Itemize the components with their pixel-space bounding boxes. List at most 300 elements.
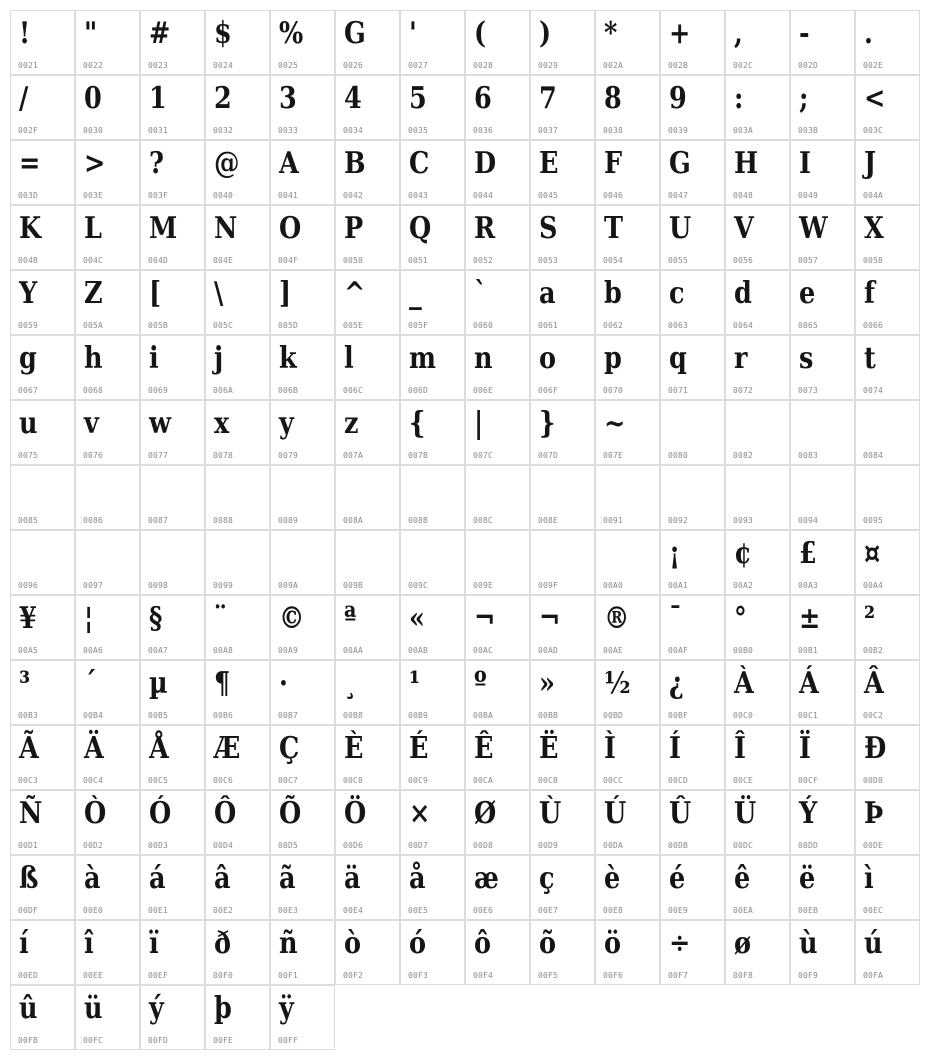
glyph-character: Ð xyxy=(864,731,887,766)
glyph-codepoint: 0025 xyxy=(278,61,299,70)
glyph-character: á xyxy=(149,861,166,896)
glyph-codepoint: 0099 xyxy=(213,581,234,590)
glyph-codepoint: 0079 xyxy=(278,451,299,460)
glyph-codepoint: 0029 xyxy=(538,61,559,70)
glyph-character: @ xyxy=(214,146,240,181)
glyph-character: § xyxy=(149,601,163,636)
glyph-cell xyxy=(660,335,725,400)
glyph-cell xyxy=(790,595,855,660)
glyph-character: * xyxy=(604,16,618,51)
glyph-codepoint: 00ED xyxy=(18,971,39,980)
glyph-cell xyxy=(140,10,205,75)
glyph-character: 6 xyxy=(474,81,492,116)
glyph-codepoint: 0041 xyxy=(278,191,299,200)
glyph-character: ! xyxy=(19,16,31,51)
glyph-codepoint: 00DC xyxy=(733,841,754,850)
glyph-codepoint: 0053 xyxy=(538,256,559,265)
glyph-character: | xyxy=(474,406,484,441)
glyph-cell xyxy=(790,205,855,270)
glyph-codepoint: 00C6 xyxy=(213,776,234,785)
glyph-character: d xyxy=(734,276,752,311)
glyph-codepoint: 0058 xyxy=(863,256,884,265)
glyph-codepoint: 0026 xyxy=(343,61,364,70)
glyph-cell xyxy=(530,725,595,790)
glyph-character: â xyxy=(214,861,231,896)
glyph-codepoint: 008A xyxy=(343,516,364,525)
glyph-cell xyxy=(725,10,790,75)
glyph-character: 3 xyxy=(279,81,297,116)
glyph-character: Ó xyxy=(149,796,172,831)
glyph-codepoint: 0034 xyxy=(343,126,364,135)
glyph-cell xyxy=(465,400,530,465)
glyph-character: ¨ xyxy=(214,601,227,636)
glyph-character: ò xyxy=(344,926,362,961)
glyph-character: D xyxy=(474,146,497,181)
glyph-codepoint: 004E xyxy=(213,256,234,265)
glyph-codepoint: 00EF xyxy=(148,971,169,980)
glyph-cell xyxy=(205,205,270,270)
glyph-cell xyxy=(725,855,790,920)
glyph-character: M xyxy=(149,211,178,246)
glyph-cell xyxy=(75,465,140,530)
glyph-character: ì xyxy=(864,861,874,896)
glyph-codepoint: 0047 xyxy=(668,191,689,200)
glyph-codepoint: 0032 xyxy=(213,126,234,135)
glyph-character: Ã xyxy=(19,731,39,766)
glyph-codepoint: 007C xyxy=(473,451,494,460)
glyph-cell xyxy=(335,790,400,855)
glyph-cell xyxy=(790,790,855,855)
glyph-codepoint: 0045 xyxy=(538,191,559,200)
glyph-codepoint: 00D5 xyxy=(278,841,299,850)
glyph-cell xyxy=(725,270,790,335)
glyph-cell xyxy=(465,75,530,140)
glyph-cell xyxy=(75,205,140,270)
glyph-character: k xyxy=(279,341,297,376)
glyph-codepoint: 0061 xyxy=(538,321,559,330)
glyph-character: G xyxy=(344,16,366,51)
glyph-character: n xyxy=(474,341,493,376)
glyph-character: 2 xyxy=(214,81,232,116)
glyph-codepoint: 0074 xyxy=(863,386,884,395)
glyph-codepoint: 0048 xyxy=(733,191,754,200)
glyph-codepoint: 0031 xyxy=(148,126,169,135)
glyph-codepoint: 00A3 xyxy=(798,581,819,590)
glyph-character: × xyxy=(409,796,431,831)
glyph-character: ) xyxy=(539,16,552,51)
glyph-cell xyxy=(855,530,920,595)
glyph-character: p xyxy=(604,341,622,376)
glyph-cell xyxy=(205,270,270,335)
glyph-cell xyxy=(595,920,660,985)
glyph-cell xyxy=(790,660,855,725)
glyph-codepoint: 0062 xyxy=(603,321,624,330)
glyph-cell xyxy=(790,75,855,140)
glyph-codepoint: 00AD xyxy=(538,646,559,655)
glyph-cell xyxy=(855,660,920,725)
glyph-character: : xyxy=(734,81,744,116)
glyph-cell xyxy=(530,335,595,400)
glyph-codepoint: 00A7 xyxy=(148,646,169,655)
glyph-codepoint: 009F xyxy=(538,581,559,590)
glyph-character: F xyxy=(604,146,623,181)
glyph-codepoint: 00E1 xyxy=(148,906,169,915)
glyph-character: 8 xyxy=(604,81,622,116)
glyph-codepoint: 00E2 xyxy=(213,906,234,915)
glyph-cell xyxy=(465,205,530,270)
glyph-cell xyxy=(75,790,140,855)
glyph-cell xyxy=(855,790,920,855)
glyph-codepoint: 00C3 xyxy=(18,776,39,785)
glyph-codepoint: 0035 xyxy=(408,126,429,135)
glyph-codepoint: 00A4 xyxy=(863,581,884,590)
glyph-cell xyxy=(595,465,660,530)
glyph-codepoint: 00E5 xyxy=(408,906,429,915)
glyph-cell xyxy=(270,400,335,465)
glyph-cell xyxy=(10,660,75,725)
glyph-cell xyxy=(10,270,75,335)
glyph-cell xyxy=(270,985,335,1050)
glyph-cell xyxy=(335,205,400,270)
glyph-cell xyxy=(10,75,75,140)
glyph-character: « xyxy=(409,601,425,636)
glyph-character: h xyxy=(84,341,103,376)
glyph-cell xyxy=(790,335,855,400)
glyph-character: Ì xyxy=(604,731,616,766)
glyph-codepoint: 005F xyxy=(408,321,429,330)
glyph-cell xyxy=(140,530,205,595)
glyph-character: ð xyxy=(214,926,232,961)
glyph-cell xyxy=(400,335,465,400)
glyph-character: x xyxy=(214,406,230,441)
glyph-character: ¸ xyxy=(344,666,357,701)
glyph-character: å xyxy=(409,861,426,896)
glyph-codepoint: 009C xyxy=(408,581,429,590)
glyph-cell xyxy=(10,855,75,920)
glyph-character: £ xyxy=(799,536,817,571)
glyph-codepoint: 00AA xyxy=(343,646,364,655)
glyph-codepoint: 002E xyxy=(863,61,884,70)
glyph-character: ¿ xyxy=(669,666,684,701)
glyph-cell xyxy=(400,465,465,530)
glyph-codepoint: 00C1 xyxy=(798,711,819,720)
glyph-character: ö xyxy=(604,926,622,961)
glyph-cell xyxy=(400,140,465,205)
glyph-cell xyxy=(205,725,270,790)
glyph-codepoint: 00DD xyxy=(798,841,819,850)
glyph-character: q xyxy=(669,341,687,376)
glyph-character: > xyxy=(84,146,106,181)
glyph-codepoint: 003C xyxy=(863,126,884,135)
glyph-cell xyxy=(660,855,725,920)
glyph-cell xyxy=(855,595,920,660)
glyph-codepoint: 00E9 xyxy=(668,906,689,915)
glyph-codepoint: 009E xyxy=(473,581,494,590)
glyph-cell xyxy=(140,855,205,920)
glyph-character: µ xyxy=(149,666,168,701)
glyph-codepoint: 0063 xyxy=(668,321,689,330)
glyph-codepoint: 00EC xyxy=(863,906,884,915)
glyph-character: Ë xyxy=(539,731,559,766)
glyph-cell xyxy=(660,595,725,660)
glyph-codepoint: 00B4 xyxy=(83,711,104,720)
glyph-codepoint: 00AB xyxy=(408,646,429,655)
glyph-cell xyxy=(205,595,270,660)
glyph-cell xyxy=(530,530,595,595)
glyph-character: 1 xyxy=(149,81,167,116)
glyph-cell xyxy=(10,595,75,660)
glyph-character: È xyxy=(344,731,364,766)
glyph-character: ¶ xyxy=(214,666,231,701)
glyph-cell xyxy=(660,660,725,725)
glyph-cell xyxy=(725,335,790,400)
glyph-character: g xyxy=(19,341,37,376)
glyph-cell xyxy=(530,660,595,725)
glyph-character: O xyxy=(279,211,302,246)
glyph-character: f xyxy=(864,276,875,311)
glyph-codepoint: 0087 xyxy=(148,516,169,525)
glyph-cell xyxy=(465,270,530,335)
glyph-character: Q xyxy=(409,211,432,246)
glyph-codepoint: 00F8 xyxy=(733,971,754,980)
glyph-cell xyxy=(205,920,270,985)
glyph-character: ± xyxy=(799,601,821,636)
glyph-character: ß xyxy=(19,861,39,896)
glyph-cell xyxy=(855,920,920,985)
glyph-cell xyxy=(595,660,660,725)
glyph-codepoint: 00C7 xyxy=(278,776,299,785)
glyph-character: Z xyxy=(84,276,103,311)
glyph-codepoint: 00A2 xyxy=(733,581,754,590)
glyph-codepoint: 00E0 xyxy=(83,906,104,915)
glyph-cell xyxy=(530,10,595,75)
glyph-character: \ xyxy=(214,276,224,311)
glyph-cell xyxy=(205,855,270,920)
glyph-codepoint: 0092 xyxy=(668,516,689,525)
glyph-cell xyxy=(790,920,855,985)
glyph-character: Ú xyxy=(604,796,627,831)
glyph-codepoint: 003E xyxy=(83,191,104,200)
glyph-cell xyxy=(10,530,75,595)
glyph-cell xyxy=(400,855,465,920)
glyph-cell xyxy=(270,465,335,530)
glyph-cell xyxy=(270,725,335,790)
glyph-cell xyxy=(270,530,335,595)
glyph-cell xyxy=(400,10,465,75)
glyph-cell xyxy=(855,855,920,920)
glyph-character: Õ xyxy=(279,796,302,831)
glyph-cell xyxy=(335,595,400,660)
glyph-character: + xyxy=(669,16,691,51)
glyph-character: v xyxy=(84,406,99,441)
glyph-character: Ý xyxy=(799,796,818,831)
glyph-cell xyxy=(465,660,530,725)
glyph-codepoint: 00AF xyxy=(668,646,689,655)
glyph-cell xyxy=(75,595,140,660)
glyph-character: H xyxy=(734,146,759,181)
glyph-codepoint: 00F7 xyxy=(668,971,689,980)
glyph-codepoint: 009A xyxy=(278,581,299,590)
glyph-cell xyxy=(75,335,140,400)
glyph-cell xyxy=(140,725,205,790)
glyph-character: J xyxy=(864,146,877,181)
glyph-codepoint: 00E4 xyxy=(343,906,364,915)
glyph-codepoint: 0071 xyxy=(668,386,689,395)
glyph-cell xyxy=(270,270,335,335)
glyph-cell xyxy=(660,790,725,855)
glyph-character: ÷ xyxy=(669,926,691,961)
glyph-character: Ô xyxy=(214,796,237,831)
glyph-codepoint: 0022 xyxy=(83,61,104,70)
glyph-codepoint: 0084 xyxy=(863,451,884,460)
glyph-character: V xyxy=(734,211,754,246)
glyph-codepoint: 00B7 xyxy=(278,711,299,720)
glyph-codepoint: 0093 xyxy=(733,516,754,525)
glyph-cell xyxy=(335,140,400,205)
glyph-codepoint: 00D0 xyxy=(863,776,884,785)
glyph-character: © xyxy=(279,601,305,636)
glyph-character: P xyxy=(344,211,364,246)
glyph-cell xyxy=(595,595,660,660)
glyph-cell xyxy=(465,530,530,595)
glyph-codepoint: 00E7 xyxy=(538,906,559,915)
glyph-character: Ü xyxy=(734,796,757,831)
glyph-codepoint: 00F9 xyxy=(798,971,819,980)
glyph-character: E xyxy=(539,146,559,181)
glyph-character: _ xyxy=(409,276,422,311)
glyph-codepoint: 00C9 xyxy=(408,776,429,785)
glyph-cell xyxy=(725,75,790,140)
glyph-codepoint: 0027 xyxy=(408,61,429,70)
glyph-character: Û xyxy=(669,796,692,831)
glyph-codepoint: 00B0 xyxy=(733,646,754,655)
glyph-character: ù xyxy=(799,926,818,961)
glyph-character: w xyxy=(149,406,171,441)
glyph-character: Ê xyxy=(474,731,494,766)
glyph-cell xyxy=(725,465,790,530)
glyph-codepoint: 00B2 xyxy=(863,646,884,655)
glyph-codepoint: 00FC xyxy=(83,1036,104,1045)
glyph-cell xyxy=(140,920,205,985)
glyph-codepoint: 00DA xyxy=(603,841,624,850)
glyph-character: e xyxy=(799,276,816,311)
glyph-cell xyxy=(140,400,205,465)
glyph-character: - xyxy=(799,16,810,51)
glyph-codepoint: 00AC xyxy=(473,646,494,655)
glyph-codepoint: 002A xyxy=(603,61,624,70)
glyph-character: C xyxy=(409,146,430,181)
glyph-cell xyxy=(400,790,465,855)
glyph-cell xyxy=(595,725,660,790)
glyph-cell xyxy=(660,725,725,790)
glyph-character: ½ xyxy=(604,666,631,701)
glyph-cell xyxy=(205,140,270,205)
glyph-character: ó xyxy=(409,926,427,961)
glyph-codepoint: 006C xyxy=(343,386,364,395)
glyph-codepoint: 005C xyxy=(213,321,234,330)
glyph-codepoint: 0023 xyxy=(148,61,169,70)
glyph-character: æ xyxy=(474,861,499,896)
glyph-character: . xyxy=(864,16,873,51)
glyph-codepoint: 00D1 xyxy=(18,841,39,850)
glyph-codepoint: 007E xyxy=(603,451,624,460)
glyph-character: I xyxy=(799,146,811,181)
glyph-codepoint: 0082 xyxy=(733,451,754,460)
glyph-cell xyxy=(75,920,140,985)
glyph-character: " xyxy=(84,16,98,51)
glyph-cell xyxy=(660,75,725,140)
glyph-cell xyxy=(660,270,725,335)
glyph-character: X xyxy=(864,211,884,246)
glyph-cell xyxy=(400,660,465,725)
glyph-character: y xyxy=(279,406,294,441)
glyph-cell xyxy=(725,790,790,855)
glyph-character: é xyxy=(669,861,686,896)
glyph-cell xyxy=(10,400,75,465)
glyph-codepoint: 0076 xyxy=(83,451,104,460)
glyph-codepoint: 0089 xyxy=(278,516,299,525)
glyph-codepoint: 00B8 xyxy=(343,711,364,720)
glyph-cell xyxy=(660,465,725,530)
glyph-codepoint: 004D xyxy=(148,256,169,265)
glyph-character: r xyxy=(734,341,748,376)
glyph-character: è xyxy=(604,861,621,896)
glyph-cell xyxy=(530,855,595,920)
glyph-codepoint: 0057 xyxy=(798,256,819,265)
glyph-codepoint: 0077 xyxy=(148,451,169,460)
glyph-codepoint: 00CA xyxy=(473,776,494,785)
glyph-codepoint: 00F5 xyxy=(538,971,559,980)
glyph-codepoint: 00B3 xyxy=(18,711,39,720)
glyph-codepoint: 0055 xyxy=(668,256,689,265)
glyph-codepoint: 00D6 xyxy=(343,841,364,850)
glyph-codepoint: 0024 xyxy=(213,61,234,70)
glyph-codepoint: 00A9 xyxy=(278,646,299,655)
glyph-cell xyxy=(855,465,920,530)
glyph-codepoint: 008C xyxy=(473,516,494,525)
glyph-character: Ù xyxy=(539,796,562,831)
glyph-cell xyxy=(75,855,140,920)
glyph-character: ¡ xyxy=(669,536,681,571)
glyph-codepoint: 00EA xyxy=(733,906,754,915)
glyph-cell xyxy=(270,335,335,400)
glyph-cell xyxy=(335,465,400,530)
glyph-cell xyxy=(270,920,335,985)
glyph-cell xyxy=(75,660,140,725)
glyph-character: ä xyxy=(344,861,361,896)
glyph-character: ' xyxy=(409,16,417,51)
glyph-cell xyxy=(270,660,335,725)
glyph-character: N xyxy=(214,211,238,246)
glyph-codepoint: 00A8 xyxy=(213,646,234,655)
glyph-character: < xyxy=(864,81,886,116)
glyph-codepoint: 00A6 xyxy=(83,646,104,655)
glyph-codepoint: 00AE xyxy=(603,646,624,655)
glyph-cell xyxy=(400,270,465,335)
glyph-codepoint: 00D8 xyxy=(473,841,494,850)
glyph-codepoint: 00BB xyxy=(538,711,559,720)
glyph-codepoint: 00A1 xyxy=(668,581,689,590)
glyph-character: U xyxy=(669,211,692,246)
glyph-character: ü xyxy=(84,991,103,1026)
glyph-codepoint: 0044 xyxy=(473,191,494,200)
glyph-character: à xyxy=(84,861,101,896)
glyph-cell xyxy=(595,75,660,140)
glyph-character: % xyxy=(279,16,304,51)
glyph-codepoint: 005D xyxy=(278,321,299,330)
glyph-character: ` xyxy=(474,276,487,311)
glyph-cell xyxy=(140,335,205,400)
